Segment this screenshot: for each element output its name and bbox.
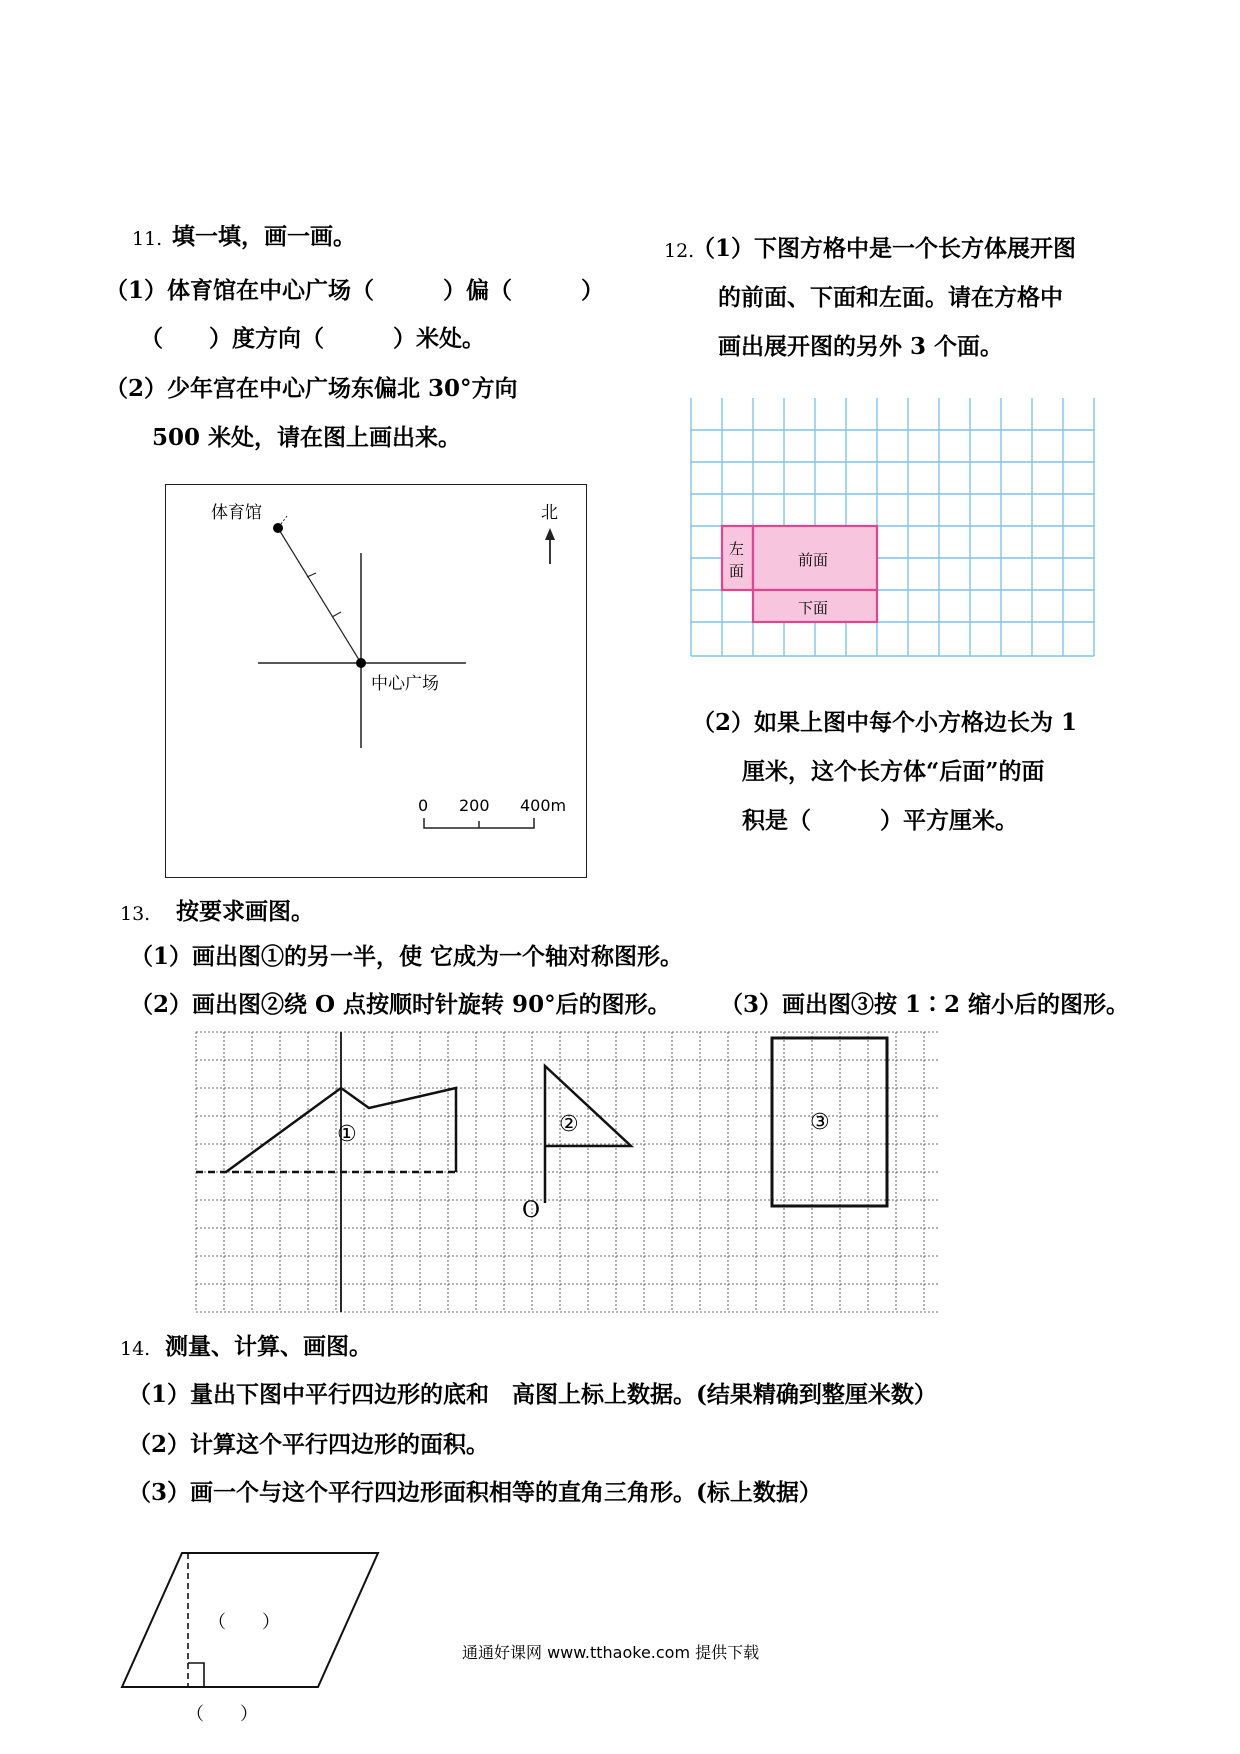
front-face-label: 前面 (798, 551, 829, 569)
scale-label-0: 0 (418, 796, 429, 815)
q14-title: 测量、计算、画图。 (165, 1333, 372, 1360)
q11-part2-line2: 500 米处，请在图上画出来。 (152, 424, 462, 451)
q12-part1-line1: （1）下图方格中是一个长方体展开图 (692, 235, 1077, 262)
figure3-label: ③ (810, 1110, 830, 1135)
q12-part1-line2: 的前面、下面和左面。请在方格中 (718, 284, 1063, 311)
figure2-label: ② (559, 1112, 579, 1137)
q11-number: 11. (132, 228, 163, 250)
q14-part2: （2）计算这个平行四边形的面积。 (128, 1431, 490, 1458)
height-blank: （ ） (208, 1612, 280, 1633)
left-face-label-bottom: 面 (729, 562, 745, 580)
north-label: 北 (541, 503, 558, 523)
q13-part2: （2）画出图②绕 O 点按顺时针旋转 90°后的图形。 (130, 991, 671, 1018)
scale-label-200: 200 (459, 796, 490, 815)
q13-title: 按要求画图。 (176, 898, 314, 925)
rotation-point-label: O (522, 1198, 541, 1223)
q13-part1: （1）画出图①的另一半，使 它成为一个轴对称图形。 (130, 943, 684, 970)
bottom-face-label: 下面 (798, 599, 829, 617)
q11-part2-line1: （2）少年宫在中心广场东偏北 30°方向 (105, 375, 518, 402)
q12-part2-line1: （2）如果上图中每个小方格边长为 1 (692, 709, 1078, 736)
right-angle-mark (188, 1663, 204, 1687)
base-blank: （ ） (186, 1704, 258, 1725)
q12-part2-line2: 厘米，这个长方体“后面”的面 (742, 758, 1045, 785)
q12-part2-line3: 积是（ ）平方厘米。 (742, 807, 1018, 834)
q11-title: 填一填，画一画。 (172, 223, 356, 250)
q11-part1-line2: （ ）度方向（ ）米处。 (140, 325, 485, 352)
figure1-label: ① (337, 1122, 357, 1147)
q13-part3: （3）画出图③按 1∶2 缩小后的图形。 (720, 991, 1130, 1018)
q14-part1: （1）量出下图中平行四边形的底和 高图上标上数据。(结果精确到整厘米数） (128, 1381, 937, 1408)
footer-text: 通通好课网 www.tthaoke.com 提供下载 (462, 1643, 760, 1662)
left-face-label-top: 左 (729, 540, 745, 558)
scale-label-400m: 400m (520, 796, 567, 815)
q14-number: 14. (120, 1338, 151, 1360)
q14-part3: （3）画一个与这个平行四边形面积相等的直角三角形。(标上数据） (128, 1479, 822, 1506)
q12-number: 12. (664, 240, 695, 262)
center-square-label: 中心广场 (371, 674, 439, 694)
q11-part1-line1: （1）体育馆在中心广场（ ）偏（ ） (105, 277, 605, 304)
q12-part1-line3: 画出展开图的另外 3 个面。 (718, 333, 1004, 360)
gym-label: 体育馆 (211, 503, 262, 523)
q13-number: 13. (120, 903, 151, 925)
